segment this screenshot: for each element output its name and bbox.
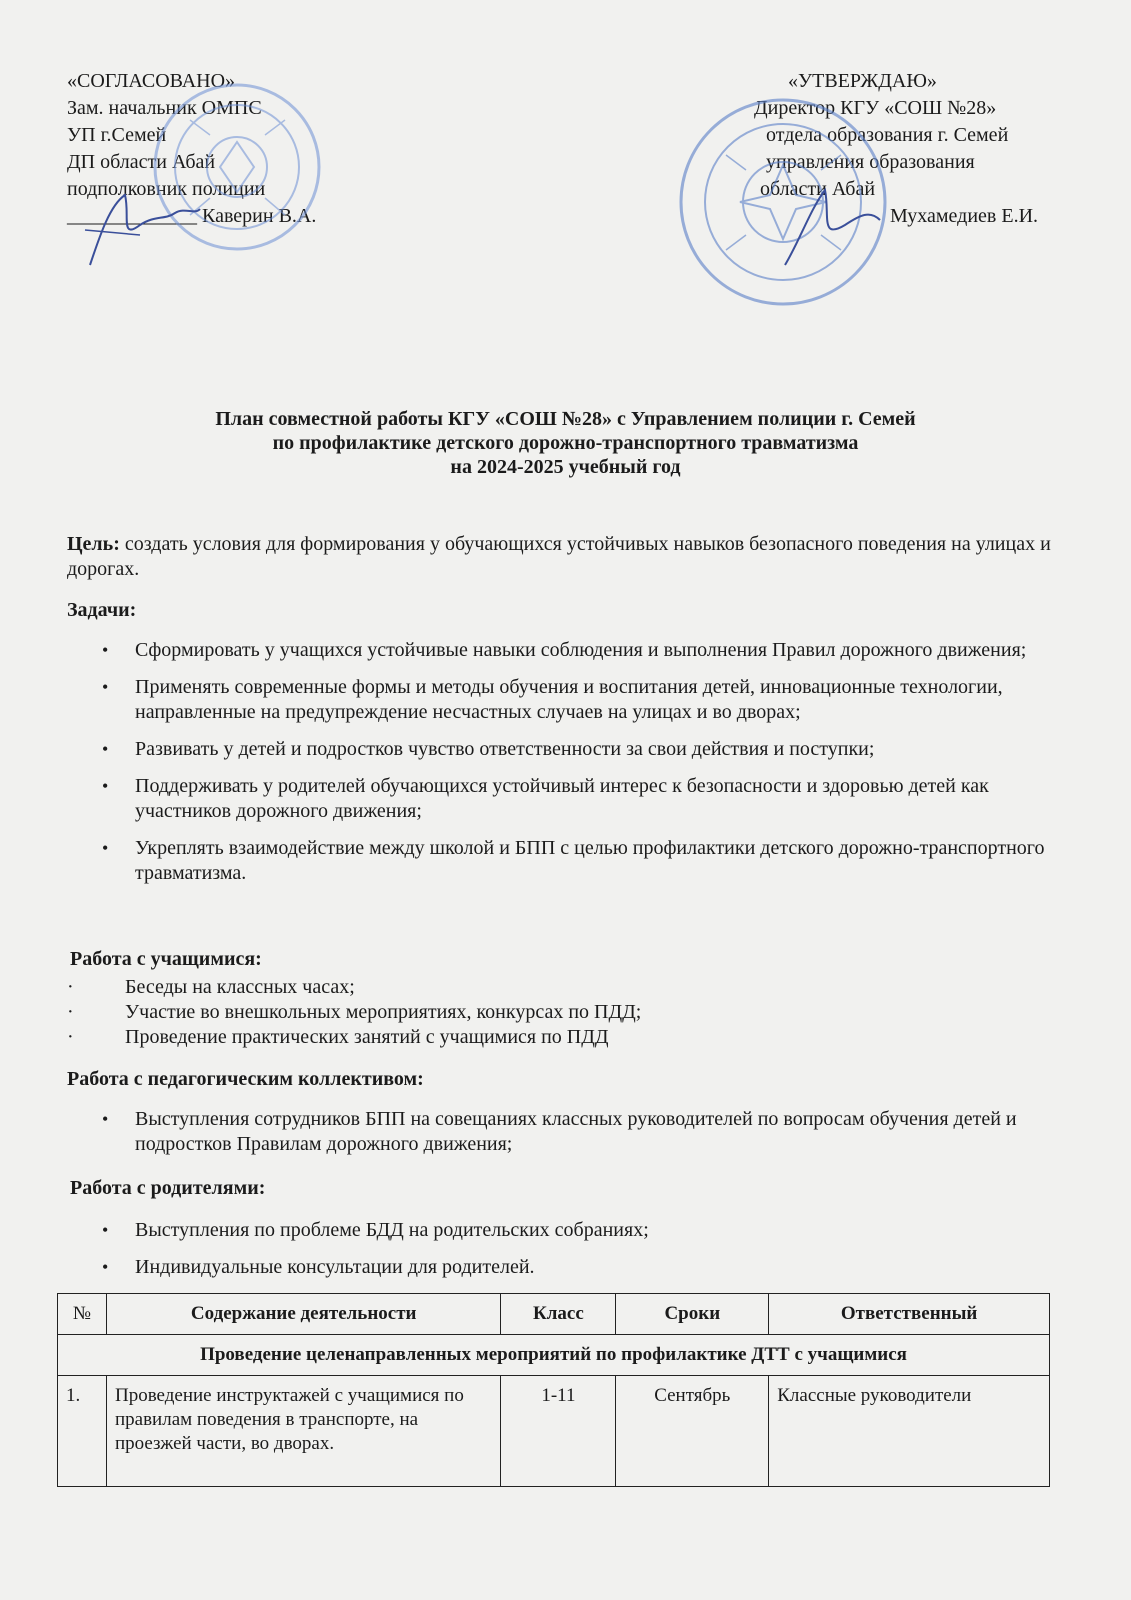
approval-right-line: Директор КГУ «СОШ №28» <box>754 97 997 119</box>
task-item: • Применять современные формы и методы обучения и воспитания детей, инновационные технологии, направленные на предупреждение несчастных случаев на улицах и во дворах; <box>67 675 1067 725</box>
teachers-work-list <box>67 1107 1067 1169</box>
students-work-item: · Проведение практических занятий с учащимися по ПДД <box>67 1025 641 1050</box>
parents-work-item: • Индивидуальные консультации для родителей. <box>67 1255 1067 1280</box>
parents-work-list <box>67 1218 1067 1292</box>
approval-right-heading: «УТВЕРЖДАЮ» <box>788 70 937 92</box>
table-header-cell: Ответственный <box>769 1294 1050 1335</box>
table-header-cell: Содержание деятельности <box>106 1294 500 1335</box>
goal-label: Цель: <box>67 533 120 555</box>
table-cell-responsible: Классные руководители <box>769 1376 1050 1487</box>
approval-right-signature-line: Мухамедиев Е.И. <box>890 205 1039 227</box>
table-cell-grade: 1-11 <box>501 1376 616 1487</box>
goal-text: создать условия для формирования у обучающихся устойчивых навыков безопасного поведения на улицах и дорогах. <box>67 533 1051 580</box>
students-work-list <box>67 975 641 1050</box>
table-section-row <box>58 1335 1050 1376</box>
students-work-label: Работа с учащимися: <box>70 948 262 970</box>
task-item: • Сформировать у учащихся устойчивые навыки соблюдения и выполнения Правил дорожного движения; <box>67 638 1067 663</box>
students-work-item: · Беседы на классных часах; <box>67 975 641 1000</box>
parents-work-label: Работа с родителями: <box>70 1177 266 1199</box>
table-cell-period: Сентябрь <box>616 1376 769 1487</box>
approval-left-line: ДП области Абай <box>67 151 216 173</box>
tasks-label: Задачи: <box>67 599 137 621</box>
table-cell-num: 1. <box>58 1376 107 1487</box>
title-line: по профилактике детского дорожно-транспортного травматизма <box>272 432 859 454</box>
table-header-cell: Сроки <box>616 1294 769 1335</box>
table-row <box>58 1376 1050 1487</box>
tasks-list <box>67 638 1067 898</box>
approval-left-heading: «СОГЛАСОВАНО» <box>67 70 236 92</box>
plan-table <box>57 1293 1050 1487</box>
table-header-cell: Класс <box>501 1294 616 1335</box>
approval-right-line: отдела образования г. Семей <box>766 124 1009 146</box>
title-line: План совместной работы КГУ «СОШ №28» с Управлением полиции г. Семей <box>215 408 916 430</box>
approval-left-line: Зам. начальник ОМПС <box>67 97 262 119</box>
task-item: • Укреплять взаимодействие между школой и БПП с целью профилактики детского дорожно-транспортного травматизма. <box>67 836 1067 886</box>
students-work-item: · Участие во внешкольных мероприятиях, конкурсах по ПДД; <box>67 1000 641 1025</box>
teachers-work-item: • Выступления сотрудников БПП на совещаниях классных руководителей по вопросам обучения детей и подростков Правилам дорожного движения; <box>67 1107 1067 1157</box>
table-header-cell: № <box>58 1294 107 1335</box>
approval-left-line: УП г.Семей <box>67 124 167 146</box>
approval-right-line: управления образования <box>766 151 975 173</box>
approval-right-line: области Абай <box>760 178 876 200</box>
approval-left-line: подполковник полиции <box>67 178 266 200</box>
parents-work-item: • Выступления по проблеме БДД на родительских собраниях; <box>67 1218 1067 1243</box>
table-cell-content: Проведение инструктажей с учащимися по правилам поведения в транспорте, на проезжей части, во дворах. <box>106 1376 500 1487</box>
document-title <box>0 407 1131 479</box>
teachers-work-label: Работа с педагогическим коллективом: <box>67 1068 424 1090</box>
table-header-row <box>58 1294 1050 1335</box>
task-item: • Развивать у детей и подростков чувство ответственности за свои действия и поступки; <box>67 737 1067 762</box>
task-item: • Поддерживать у родителей обучающихся устойчивый интерес к безопасности и здоровью детей как участников дорожного движения; <box>67 774 1067 824</box>
table-section-title: Проведение целенаправленных мероприятий по профилактике ДТТ с учащимися <box>58 1335 1050 1376</box>
goal-paragraph <box>67 532 1057 582</box>
title-line: на 2024-2025 учебный год <box>450 456 681 478</box>
signature-scribble <box>80 185 210 270</box>
approval-left-signature-line: _____________ Каверин В.А. <box>67 205 317 227</box>
director-signature <box>775 180 885 270</box>
